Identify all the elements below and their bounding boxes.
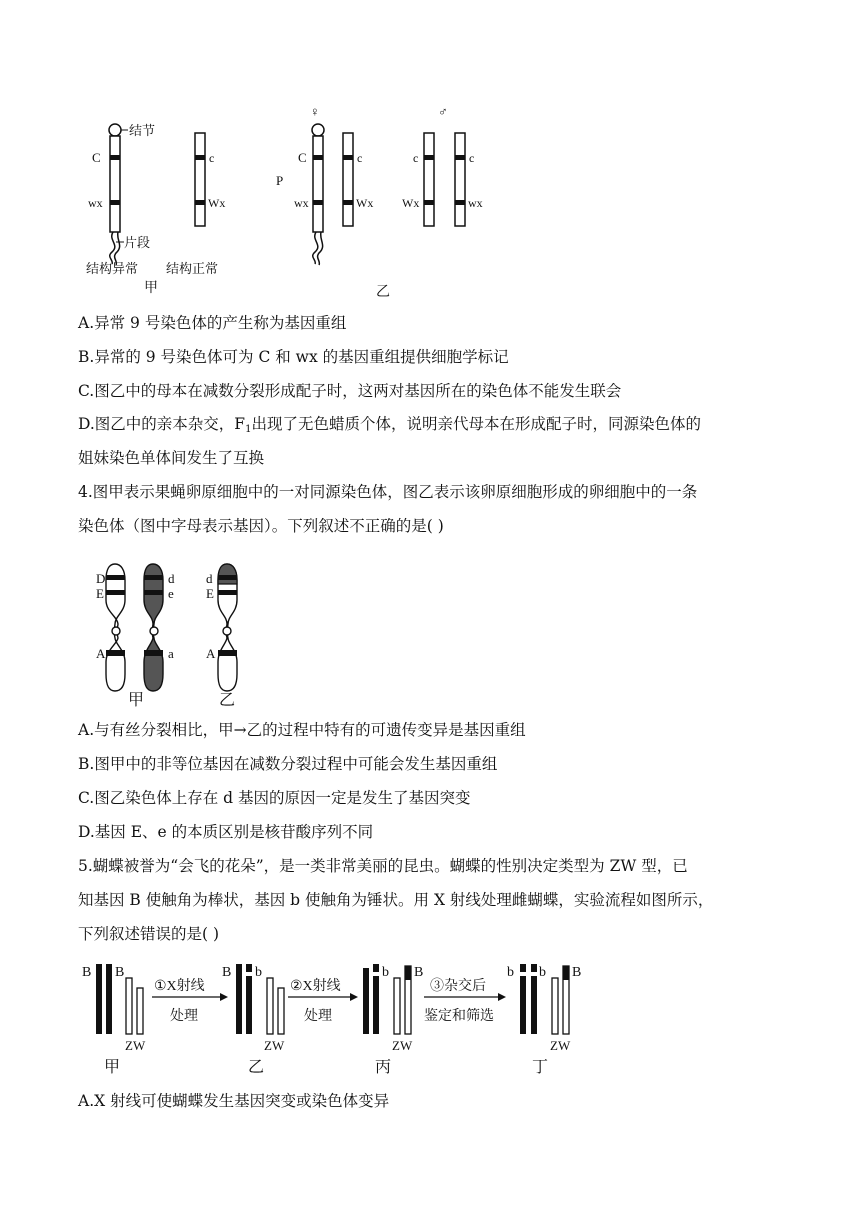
knob-label: 结节 <box>129 123 156 138</box>
figure-label-yi: 乙 <box>376 285 390 300</box>
male-gene-Wx: Wx <box>402 196 420 210</box>
step1-top: ①X射线 <box>154 979 205 994</box>
ding-gene-b-left: b <box>507 965 514 980</box>
q3-option-d-line1 <box>78 413 701 441</box>
female-chromosome-abnormal <box>312 124 324 265</box>
step2-bottom: 处理 <box>304 1009 332 1024</box>
male-gene-c-left: c <box>413 151 419 165</box>
caption-abnormal: 结构异常 <box>86 261 139 276</box>
step2-top: ②X射线 <box>290 979 341 994</box>
jia-gene-B-left: B <box>82 965 92 980</box>
figure-label-yi-2: 乙 <box>219 692 236 708</box>
abnormal-chromosome <box>109 124 121 265</box>
female-symbol: ♀ <box>310 104 320 119</box>
ding-zw: ZW <box>550 1038 571 1053</box>
homolog-white <box>106 564 125 691</box>
q4-stem-line1: 4.图甲表示果蝇卵原细胞中的一对同源染色体，图乙表示该卵原细胞形成的卵细胞中的一条 <box>78 483 698 501</box>
q3-option-a: A.异常 9 号染色体的产生称为基因重组 <box>78 314 347 332</box>
figure-label-jia: 甲 <box>144 281 158 296</box>
stage-label-yi: 乙 <box>248 1059 265 1076</box>
stage-label-ding: 丁 <box>532 1059 549 1076</box>
label-P: P <box>276 173 284 188</box>
gene-A: A <box>96 646 106 661</box>
q5-option-a: A.X 射线可使蝴蝶发生基因突变或染色体变异 <box>78 1092 390 1110</box>
jia-zw: ZW <box>125 1038 146 1053</box>
female-gene-c: c <box>357 151 363 165</box>
female-gene-C: C <box>298 150 307 165</box>
gene-d-yi: d <box>206 571 213 586</box>
bing-gene-B: B <box>414 965 424 980</box>
q3-option-b: B.异常的 9 号染色体可为 C 和 wx 的基因重组提供细胞学标记 <box>78 348 509 366</box>
female-gene-Wx: Wx <box>356 196 374 210</box>
female-chromosome-normal <box>343 133 353 226</box>
yi-gene-b: b <box>255 965 262 980</box>
q3-option-d-post: 出现了无色蜡质个体，说明亲代母本在形成配子时，同源染色体的 <box>251 415 701 433</box>
female-gene-wx: wx <box>294 196 309 210</box>
q3-option-d-pre: D.图乙中的亲本杂交，F <box>78 415 246 433</box>
chromosome-figure-1 <box>80 100 500 300</box>
gene-D: D <box>96 571 106 586</box>
jia-gene-B-right: B <box>115 965 125 980</box>
yi-zw: ZW <box>264 1038 285 1053</box>
q3-option-d-line2: 姐妹染色单体间发生了互换 <box>78 449 265 467</box>
gene-a: a <box>168 646 174 661</box>
male-gene-c-right: c <box>469 151 475 165</box>
normal-chromosome <box>195 133 205 226</box>
homolog-dark <box>144 564 163 691</box>
stage-label-bing: 丙 <box>375 1059 392 1076</box>
step1-bottom: 处理 <box>170 1009 198 1024</box>
q3-option-d-sub: 1 <box>245 424 252 435</box>
gene-A-yi: A <box>206 646 216 661</box>
gene-E: E <box>96 586 104 601</box>
male-chromosome-1 <box>424 133 434 226</box>
q5-stem-line1: 5.蝴蝶被誉为“会飞的花朵”，是一类非常美丽的昆虫。蝴蝶的性别决定类型为 ZW 型，已 <box>78 857 688 875</box>
q4-stem-line2: 染色体（图中字母表示基因）。下列叙述不正确的是( ) <box>78 517 444 535</box>
gene-label-wx: wx <box>88 196 103 210</box>
fragment-label: 片段 <box>124 235 151 250</box>
gene-label-c: c <box>209 151 215 165</box>
gene-label-Wx: Wx <box>208 196 226 210</box>
gene-d: d <box>168 571 175 586</box>
gene-E-yi: E <box>206 586 214 601</box>
ding-gene-B: B <box>572 965 582 980</box>
q4-option-a: A.与有丝分裂相比，甲→乙的过程中特有的可遗传变异是基因重组 <box>78 721 526 739</box>
q4-option-b: B.图甲中的非等位基因在减数分裂过程中可能会发生基因重组 <box>78 755 498 773</box>
ding-gene-b-right: b <box>539 965 546 980</box>
gene-label-C: C <box>92 150 101 165</box>
male-gene-wx: wx <box>468 196 483 210</box>
chromosome-figure-2 <box>96 558 256 708</box>
q5-stem-line2: 知基因 B 使触角为棒状，基因 b 使触角为锤状。用 X 射线处理雌蝴蝶，实验流程如图所示， <box>78 891 714 909</box>
q5-stem-line3: 下列叙述错误的是( ) <box>78 925 220 943</box>
bing-gene-b: b <box>382 965 389 980</box>
bing-zw: ZW <box>392 1038 413 1053</box>
step1-arrowhead <box>220 993 228 1001</box>
gene-e: e <box>168 586 174 601</box>
yi-gene-B: B <box>222 965 232 980</box>
q4-option-d: D.基因 E、e 的本质区别是核苷酸序列不同 <box>78 823 374 841</box>
step3-arrowhead <box>498 993 506 1001</box>
stage-label-jia: 甲 <box>104 1059 121 1076</box>
butterfly-experiment-flow <box>78 958 598 1080</box>
step3-bottom: 鉴定和筛选 <box>424 1009 494 1024</box>
figure-label-jia-2: 甲 <box>128 692 145 708</box>
male-chromosome-2 <box>455 133 465 226</box>
recombinant-chromosome <box>218 564 237 691</box>
q4-option-c: C.图乙染色体上存在 d 基因的原因一定是发生了基因突变 <box>78 789 471 807</box>
male-symbol: ♂ <box>438 104 448 119</box>
q3-option-c: C.图乙中的母本在减数分裂形成配子时，这两对基因所在的染色体不能发生联会 <box>78 382 622 400</box>
caption-normal: 结构正常 <box>166 261 219 276</box>
step3-top: ③杂交后 <box>430 979 486 994</box>
step2-arrowhead <box>350 993 358 1001</box>
